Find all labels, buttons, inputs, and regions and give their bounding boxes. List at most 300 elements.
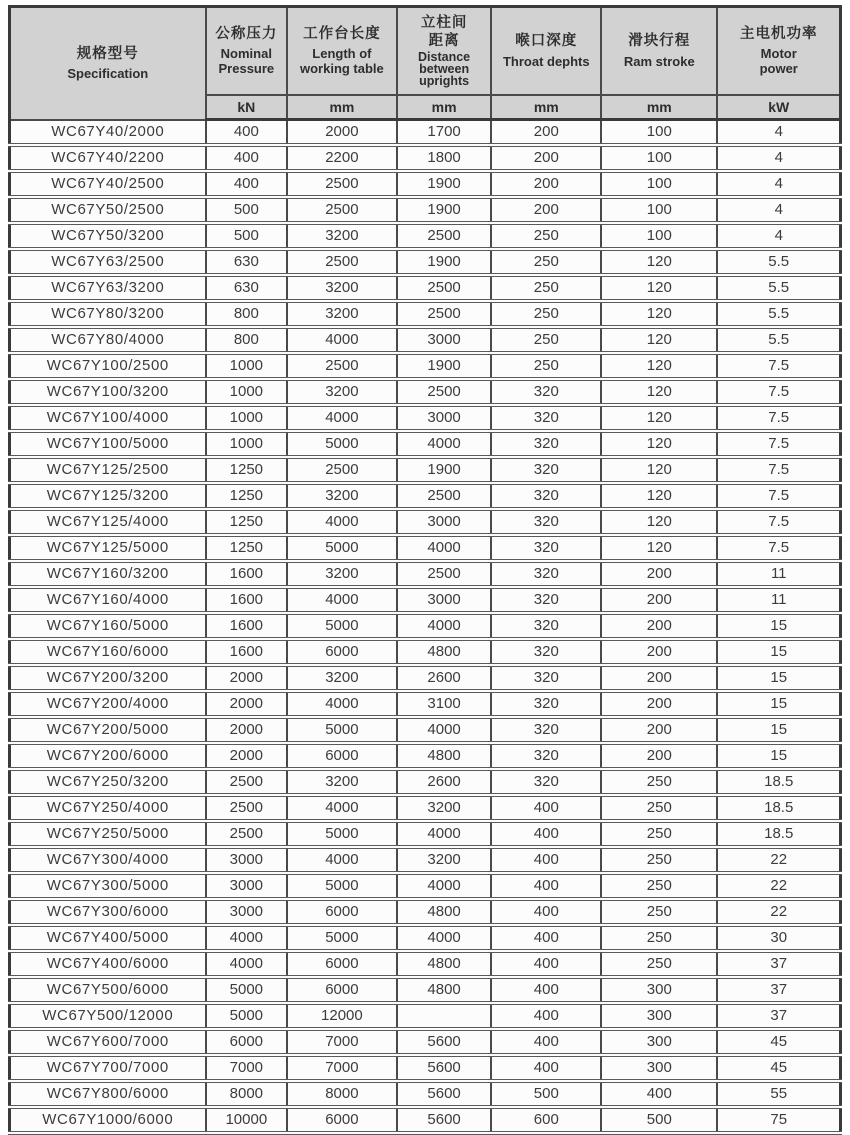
value-cell: 3200 (397, 847, 492, 873)
model-cell: WC67Y400/5000 (10, 925, 206, 951)
model-cell: WC67Y63/2500 (10, 249, 206, 275)
value-cell: 200 (601, 665, 717, 691)
value-cell: 6000 (287, 743, 397, 769)
value-cell: 3200 (287, 483, 397, 509)
value-cell: 7.5 (717, 457, 840, 483)
value-cell: 8000 (206, 1081, 287, 1107)
value-cell: 7.5 (717, 353, 840, 379)
value-cell: 3200 (287, 301, 397, 327)
value-cell: 2000 (206, 665, 287, 691)
column-header-distance-between-uprights (397, 7, 492, 96)
table-row (10, 795, 841, 821)
value-cell: 5000 (287, 821, 397, 847)
ram-stroke-label-en: Ram stroke (623, 53, 695, 69)
value-cell: 15 (717, 639, 840, 665)
distance-between-uprights-label-zh: 立柱间距离 (420, 15, 468, 50)
table-row (10, 639, 841, 665)
value-cell: 6000 (287, 1107, 397, 1133)
value-cell: 15 (717, 691, 840, 717)
table-row (10, 509, 841, 535)
unit-distance-between-uprights: mm (397, 95, 492, 120)
table-row (10, 587, 841, 613)
model-cell: WC67Y100/5000 (10, 431, 206, 457)
model-cell: WC67Y125/5000 (10, 535, 206, 561)
value-cell: 120 (601, 483, 717, 509)
value-cell: 22 (717, 847, 840, 873)
value-cell: 400 (491, 1003, 601, 1029)
value-cell: 2000 (206, 717, 287, 743)
value-cell: 1700 (397, 120, 492, 146)
value-cell: 4000 (397, 613, 492, 639)
value-cell: 400 (491, 873, 601, 899)
value-cell: 4000 (287, 587, 397, 613)
model-cell: WC67Y160/4000 (10, 587, 206, 613)
table-row (10, 821, 841, 847)
value-cell: 320 (491, 561, 601, 587)
value-cell: 7.5 (717, 535, 840, 561)
value-cell: 7.5 (717, 483, 840, 509)
value-cell: 11 (717, 561, 840, 587)
value-cell: 15 (717, 743, 840, 769)
throat-depth-label-zh: 喉口深度 (515, 33, 578, 50)
value-cell: 100 (601, 223, 717, 249)
value-cell: 200 (491, 171, 601, 197)
model-cell: WC67Y250/5000 (10, 821, 206, 847)
table-row (10, 899, 841, 925)
value-cell: 1000 (206, 405, 287, 431)
model-cell: WC67Y200/4000 (10, 691, 206, 717)
value-cell: 200 (601, 717, 717, 743)
value-cell: 6000 (287, 951, 397, 977)
model-cell: WC67Y63/3200 (10, 275, 206, 301)
value-cell: 400 (206, 171, 287, 197)
value-cell: 400 (491, 821, 601, 847)
value-cell: 1600 (206, 587, 287, 613)
value-cell: 4000 (287, 509, 397, 535)
value-cell: 75 (717, 1107, 840, 1133)
column-header-ram-stroke (601, 7, 717, 96)
model-cell: WC67Y300/4000 (10, 847, 206, 873)
value-cell: 100 (601, 197, 717, 223)
distance-between-uprights-label-en: Distance between uprights (418, 50, 471, 89)
value-cell: 250 (601, 899, 717, 925)
value-cell: 100 (601, 171, 717, 197)
value-cell: 5.5 (717, 275, 840, 301)
value-cell: 320 (491, 405, 601, 431)
value-cell: 5600 (397, 1029, 492, 1055)
value-cell: 200 (491, 120, 601, 146)
value-cell: 4000 (287, 405, 397, 431)
model-cell: WC67Y1000/6000 (10, 1107, 206, 1133)
table-row (10, 405, 841, 431)
value-cell: 7.5 (717, 379, 840, 405)
value-cell: 120 (601, 353, 717, 379)
value-cell: 4000 (206, 925, 287, 951)
value-cell: 3000 (397, 587, 492, 613)
value-cell: 400 (491, 977, 601, 1003)
value-cell: 3000 (206, 873, 287, 899)
value-cell: 5.5 (717, 249, 840, 275)
nominal-pressure-label-en: Nominal Pressure (218, 46, 275, 77)
model-cell: WC67Y80/4000 (10, 327, 206, 353)
value-cell: 250 (491, 275, 601, 301)
value-cell: 7.5 (717, 405, 840, 431)
table-row (10, 249, 841, 275)
model-cell: WC67Y40/2200 (10, 145, 206, 171)
table-row (10, 951, 841, 977)
value-cell: 4 (717, 197, 840, 223)
unit-ram-stroke: mm (601, 95, 717, 120)
specification-label-zh: 规格型号 (76, 45, 139, 62)
value-cell: 200 (491, 145, 601, 171)
value-cell: 6000 (287, 977, 397, 1003)
value-cell: 2500 (206, 795, 287, 821)
value-cell: 250 (601, 847, 717, 873)
value-cell: 120 (601, 275, 717, 301)
value-cell: 500 (491, 1081, 601, 1107)
table-row (10, 120, 841, 146)
model-cell: WC67Y600/7000 (10, 1029, 206, 1055)
value-cell: 3200 (287, 379, 397, 405)
value-cell: 320 (491, 613, 601, 639)
value-cell: 630 (206, 275, 287, 301)
unit-throat-depth: mm (491, 95, 601, 120)
motor-power-label-en: Motor power (759, 46, 798, 77)
value-cell: 1900 (397, 353, 492, 379)
value-cell: 5600 (397, 1055, 492, 1081)
specification-label-en: Specification (67, 66, 149, 82)
working-table-length-label-en: Length of working table (299, 46, 384, 77)
value-cell: 500 (601, 1107, 717, 1133)
value-cell: 8000 (287, 1081, 397, 1107)
model-cell: WC67Y250/4000 (10, 795, 206, 821)
value-cell: 300 (601, 1003, 717, 1029)
value-cell: 2500 (287, 249, 397, 275)
value-cell: 7.5 (717, 431, 840, 457)
table-row (10, 223, 841, 249)
model-cell: WC67Y40/2000 (10, 120, 206, 146)
value-cell: 200 (491, 197, 601, 223)
value-cell: 120 (601, 379, 717, 405)
table-header (10, 7, 841, 120)
value-cell: 1900 (397, 457, 492, 483)
value-cell: 250 (601, 873, 717, 899)
column-header-specification (10, 7, 206, 120)
value-cell: 4000 (287, 847, 397, 873)
value-cell: 2600 (397, 665, 492, 691)
value-cell: 5000 (206, 1003, 287, 1029)
value-cell: 120 (601, 301, 717, 327)
value-cell: 6000 (287, 639, 397, 665)
table-row (10, 1029, 841, 1055)
value-cell: 120 (601, 405, 717, 431)
value-cell: 3000 (206, 899, 287, 925)
table-row (10, 379, 841, 405)
value-cell: 4000 (397, 535, 492, 561)
value-cell: 4 (717, 223, 840, 249)
value-cell: 1250 (206, 535, 287, 561)
value-cell: 4 (717, 171, 840, 197)
value-cell: 3200 (287, 275, 397, 301)
value-cell: 4800 (397, 951, 492, 977)
value-cell: 100 (601, 120, 717, 146)
value-cell: 1250 (206, 509, 287, 535)
column-header-motor-power (717, 7, 840, 96)
value-cell: 250 (491, 353, 601, 379)
value-cell: 45 (717, 1029, 840, 1055)
model-cell: WC67Y800/6000 (10, 1081, 206, 1107)
value-cell: 250 (491, 301, 601, 327)
value-cell: 2500 (206, 821, 287, 847)
value-cell: 320 (491, 691, 601, 717)
value-cell: 5.5 (717, 327, 840, 353)
value-cell: 800 (206, 327, 287, 353)
value-cell: 250 (491, 249, 601, 275)
value-cell: 120 (601, 457, 717, 483)
value-cell: 2500 (397, 379, 492, 405)
value-cell: 3200 (287, 769, 397, 795)
model-cell: WC67Y100/3200 (10, 379, 206, 405)
column-header-working-table-length (287, 7, 397, 96)
model-cell: WC67Y100/4000 (10, 405, 206, 431)
value-cell: 1250 (206, 457, 287, 483)
value-cell: 5000 (287, 613, 397, 639)
value-cell: 2500 (397, 275, 492, 301)
value-cell: 5000 (287, 873, 397, 899)
unit-nominal-pressure: kN (206, 95, 287, 120)
value-cell: 3100 (397, 691, 492, 717)
table-row (10, 847, 841, 873)
value-cell: 45 (717, 1055, 840, 1081)
value-cell: 320 (491, 769, 601, 795)
value-cell: 18.5 (717, 769, 840, 795)
value-cell: 250 (491, 327, 601, 353)
value-cell: 320 (491, 587, 601, 613)
model-cell: WC67Y400/6000 (10, 951, 206, 977)
value-cell: 1250 (206, 483, 287, 509)
unit-motor-power: kW (717, 95, 840, 120)
value-cell: 400 (601, 1081, 717, 1107)
value-cell: 250 (601, 769, 717, 795)
model-cell: WC67Y200/6000 (10, 743, 206, 769)
table-row (10, 769, 841, 795)
value-cell: 10000 (206, 1107, 287, 1133)
value-cell: 3200 (397, 795, 492, 821)
value-cell: 3200 (287, 561, 397, 587)
value-cell: 320 (491, 535, 601, 561)
value-cell: 7000 (206, 1055, 287, 1081)
value-cell: 30 (717, 925, 840, 951)
value-cell: 200 (601, 561, 717, 587)
working-table-length-label-zh: 工作台长度 (303, 25, 381, 42)
table-row (10, 665, 841, 691)
value-cell: 600 (491, 1107, 601, 1133)
model-cell: WC67Y160/6000 (10, 639, 206, 665)
table-row (10, 457, 841, 483)
value-cell: 4000 (397, 717, 492, 743)
model-cell: WC67Y125/4000 (10, 509, 206, 535)
value-cell: 5000 (206, 977, 287, 1003)
value-cell: 3200 (287, 223, 397, 249)
table-row (10, 431, 841, 457)
model-cell: WC67Y80/3200 (10, 301, 206, 327)
value-cell: 320 (491, 483, 601, 509)
value-cell: 120 (601, 509, 717, 535)
value-cell: 1600 (206, 561, 287, 587)
value-cell: 11 (717, 587, 840, 613)
value-cell: 320 (491, 379, 601, 405)
table-row (10, 743, 841, 769)
value-cell: 320 (491, 431, 601, 457)
value-cell: 200 (601, 587, 717, 613)
value-cell: 1600 (206, 639, 287, 665)
value-cell: 2200 (287, 145, 397, 171)
table-row (10, 925, 841, 951)
value-cell: 22 (717, 899, 840, 925)
table-row (10, 1081, 841, 1107)
model-cell: WC67Y500/6000 (10, 977, 206, 1003)
spec-table (8, 5, 842, 1135)
table-row (10, 353, 841, 379)
table-row (10, 327, 841, 353)
nominal-pressure-label-zh: 公称压力 (215, 25, 278, 42)
value-cell: 500 (206, 223, 287, 249)
value-cell: 4000 (287, 691, 397, 717)
value-cell: 250 (601, 821, 717, 847)
value-cell: 4000 (397, 431, 492, 457)
value-cell: 2000 (206, 691, 287, 717)
value-cell: 200 (601, 743, 717, 769)
value-cell: 6000 (206, 1029, 287, 1055)
value-cell: 120 (601, 535, 717, 561)
value-cell: 400 (491, 795, 601, 821)
value-cell: 2000 (206, 743, 287, 769)
value-cell: 2500 (287, 171, 397, 197)
value-cell: 400 (491, 1029, 601, 1055)
value-cell: 2500 (397, 561, 492, 587)
value-cell: 120 (601, 327, 717, 353)
model-cell: WC67Y200/3200 (10, 665, 206, 691)
column-header-throat-depth (491, 7, 601, 96)
value-cell: 5600 (397, 1107, 492, 1133)
model-cell: WC67Y200/5000 (10, 717, 206, 743)
value-cell: 320 (491, 665, 601, 691)
value-cell: 4 (717, 120, 840, 146)
value-cell: 3000 (397, 509, 492, 535)
motor-power-label-zh: 主电机功率 (739, 25, 818, 42)
value-cell: 2600 (397, 769, 492, 795)
value-cell: 320 (491, 717, 601, 743)
model-cell: WC67Y300/6000 (10, 899, 206, 925)
value-cell (397, 1003, 492, 1029)
value-cell: 55 (717, 1081, 840, 1107)
value-cell: 4000 (397, 873, 492, 899)
value-cell: 800 (206, 301, 287, 327)
table-row (10, 145, 841, 171)
value-cell: 320 (491, 639, 601, 665)
model-cell: WC67Y125/3200 (10, 483, 206, 509)
value-cell: 1800 (397, 145, 492, 171)
value-cell: 400 (491, 1055, 601, 1081)
value-cell: 2500 (287, 197, 397, 223)
value-cell: 400 (206, 145, 287, 171)
value-cell: 15 (717, 613, 840, 639)
value-cell: 100 (601, 145, 717, 171)
value-cell: 15 (717, 665, 840, 691)
value-cell: 4800 (397, 977, 492, 1003)
model-cell: WC67Y100/2500 (10, 353, 206, 379)
value-cell: 400 (491, 925, 601, 951)
model-cell: WC67Y160/3200 (10, 561, 206, 587)
value-cell: 4 (717, 145, 840, 171)
value-cell: 18.5 (717, 795, 840, 821)
value-cell: 630 (206, 249, 287, 275)
value-cell: 37 (717, 951, 840, 977)
value-cell: 400 (491, 951, 601, 977)
value-cell: 2500 (287, 457, 397, 483)
value-cell: 250 (601, 795, 717, 821)
table-row (10, 275, 841, 301)
value-cell: 5000 (287, 431, 397, 457)
table-row (10, 1055, 841, 1081)
value-cell: 120 (601, 431, 717, 457)
value-cell: 120 (601, 249, 717, 275)
value-cell: 7.5 (717, 509, 840, 535)
value-cell: 6000 (287, 899, 397, 925)
value-cell: 18.5 (717, 821, 840, 847)
value-cell: 5600 (397, 1081, 492, 1107)
model-cell: WC67Y125/2500 (10, 457, 206, 483)
value-cell: 12000 (287, 1003, 397, 1029)
model-cell: WC67Y700/7000 (10, 1055, 206, 1081)
value-cell: 250 (491, 223, 601, 249)
value-cell: 200 (601, 613, 717, 639)
value-cell: 3000 (397, 405, 492, 431)
table-row (10, 171, 841, 197)
model-cell: WC67Y250/3200 (10, 769, 206, 795)
value-cell: 1000 (206, 431, 287, 457)
table-row (10, 613, 841, 639)
value-cell: 37 (717, 977, 840, 1003)
table-row (10, 535, 841, 561)
value-cell: 320 (491, 509, 601, 535)
table-row (10, 873, 841, 899)
table-row (10, 483, 841, 509)
value-cell: 5000 (287, 925, 397, 951)
value-cell: 1900 (397, 197, 492, 223)
value-cell: 4000 (206, 951, 287, 977)
ram-stroke-label-zh: 滑块行程 (628, 33, 691, 50)
model-cell: WC67Y50/2500 (10, 197, 206, 223)
value-cell: 1600 (206, 613, 287, 639)
value-cell: 400 (491, 899, 601, 925)
column-header-nominal-pressure (206, 7, 287, 96)
table-row (10, 1107, 841, 1133)
table-body (10, 120, 841, 1134)
model-cell: WC67Y40/2500 (10, 171, 206, 197)
header-row (10, 7, 841, 96)
value-cell: 5000 (287, 535, 397, 561)
value-cell: 2000 (287, 120, 397, 146)
value-cell: 1900 (397, 171, 492, 197)
value-cell: 4000 (397, 821, 492, 847)
table-row (10, 691, 841, 717)
value-cell: 4000 (287, 795, 397, 821)
value-cell: 300 (601, 1055, 717, 1081)
value-cell: 5000 (287, 717, 397, 743)
value-cell: 4000 (287, 327, 397, 353)
value-cell: 7000 (287, 1055, 397, 1081)
